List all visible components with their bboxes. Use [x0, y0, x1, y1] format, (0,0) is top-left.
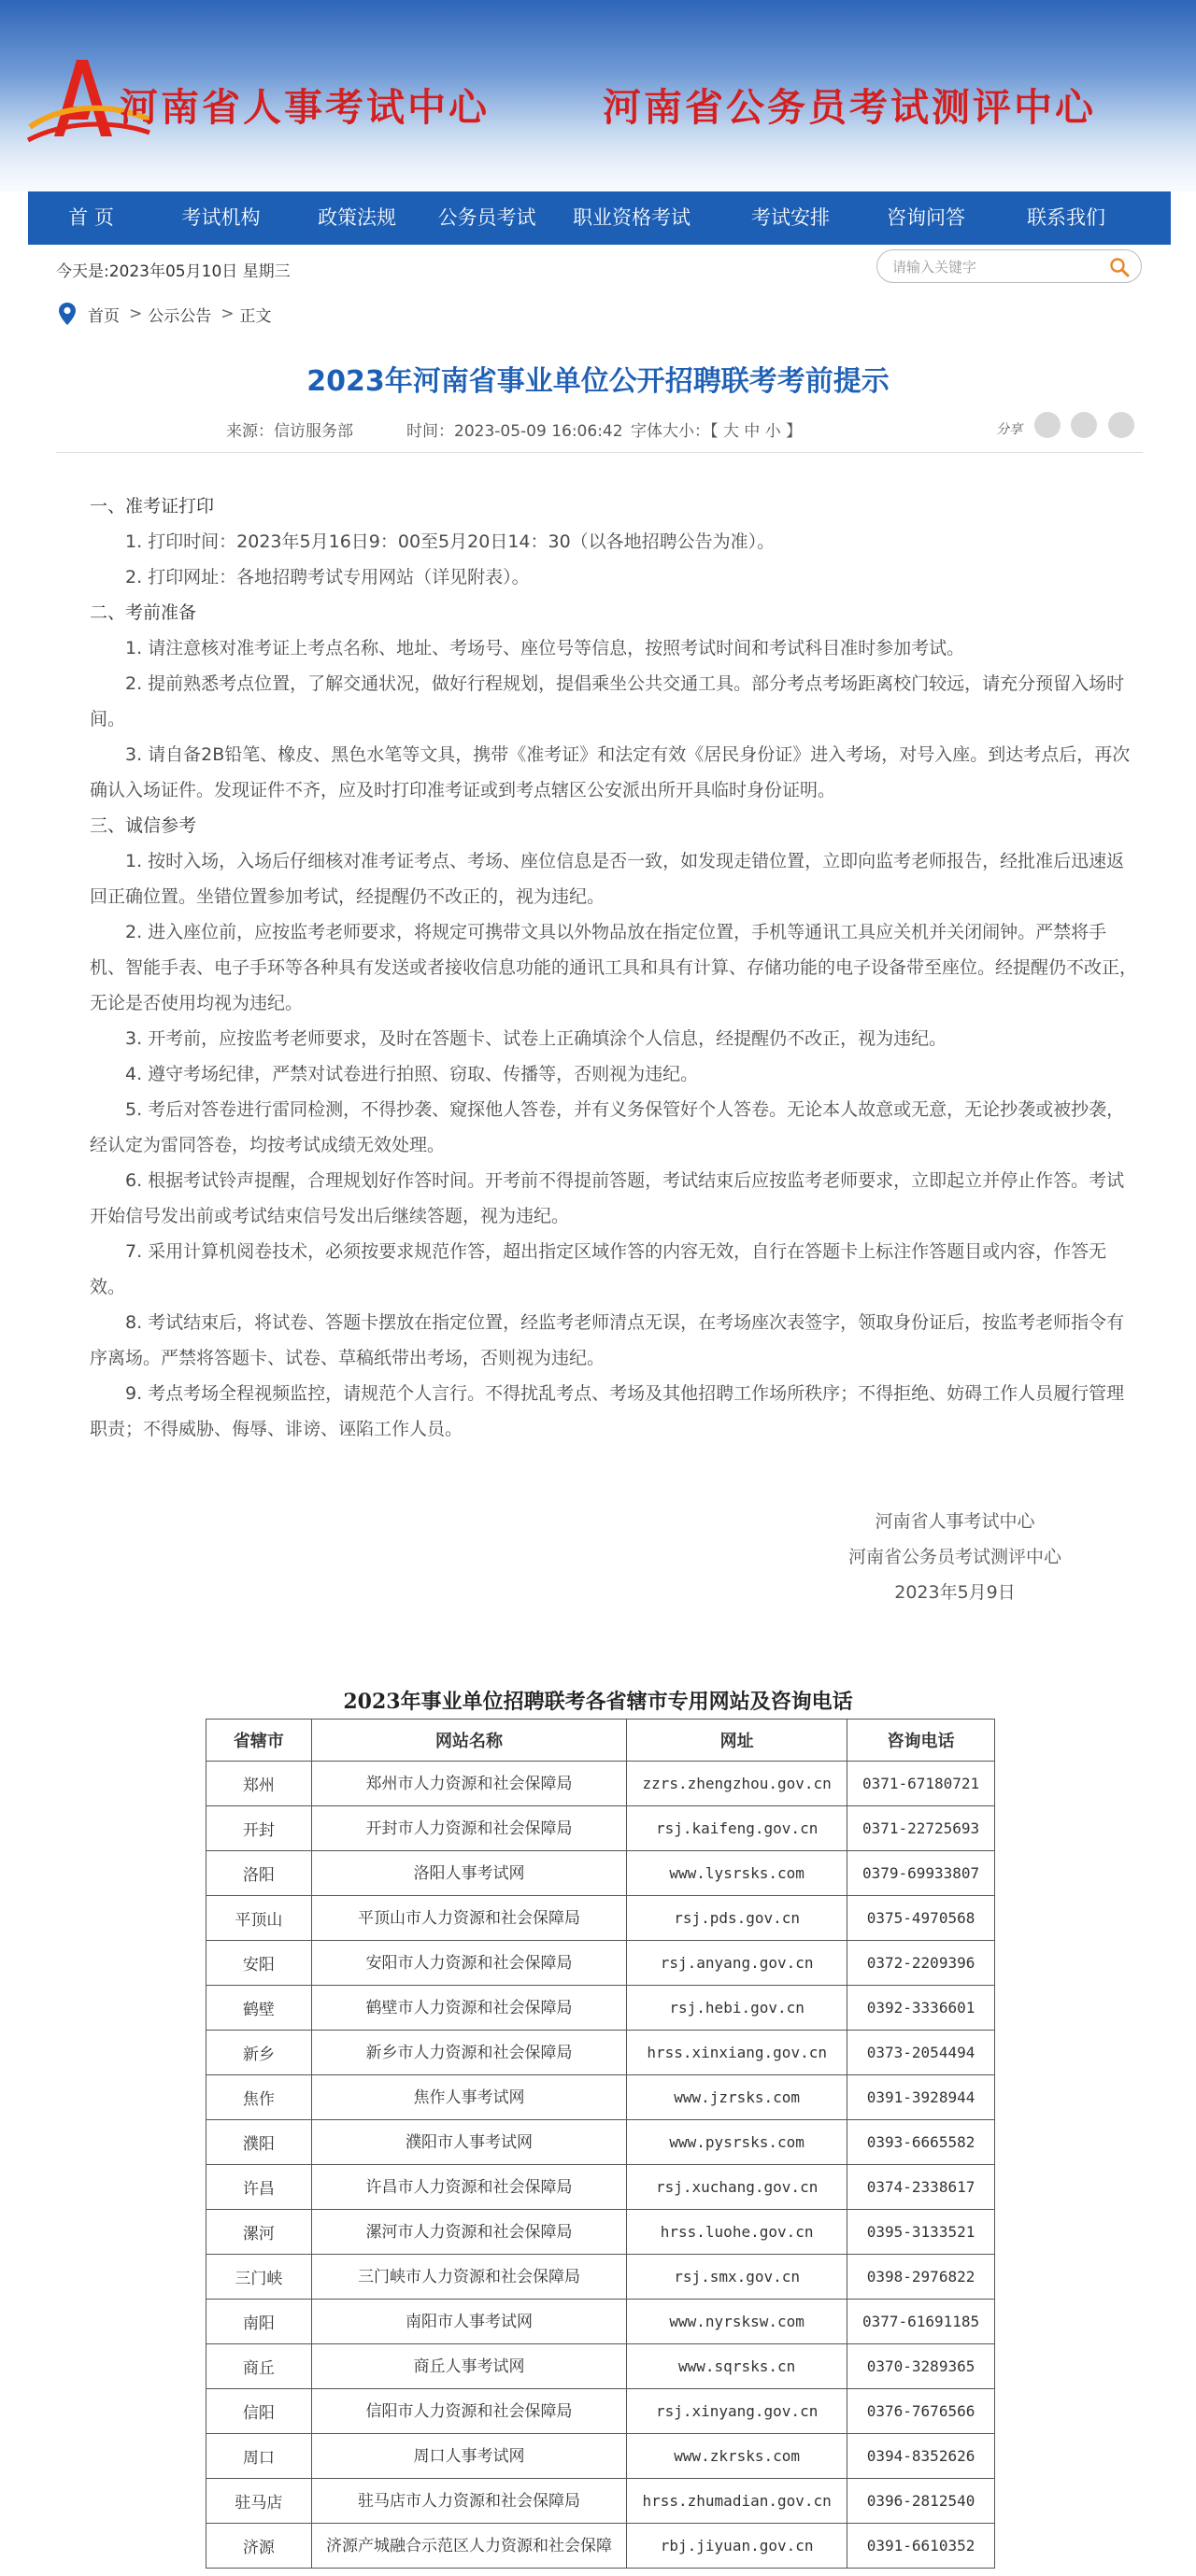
site-name-cell: 许昌市人力资源和社会保障局 [311, 2165, 626, 2210]
table-row [206, 1762, 995, 1806]
phone-cell: 0375-4970568 [847, 1896, 995, 1941]
city-cell: 信阳 [206, 2389, 312, 2434]
paragraph: 2. 进入座位前，应按监考老师要求，将规定可携带文具以外物品放在指定位置，手机等通讯工具应关机并关闭闹钟。严禁将手机、智能手表、电子手环等各种具有发送或者接收信息功能的通讯工具和具有计算、存储功能的电子设备带至座位。经提醒仍不改正，无论是否使用均视为违纪。 [90, 922, 1138, 1013]
city-cell: 漯河 [206, 2210, 312, 2255]
url-cell[interactable]: rsj.kaifeng.gov.cn [627, 1806, 847, 1851]
article-title: 2023年河南省事业单位公开招聘联考考前提示 [306, 365, 890, 398]
phone-cell: 0395-3133521 [847, 2210, 995, 2255]
url-cell[interactable]: hrss.zhumadian.gov.cn [627, 2479, 847, 2524]
city-cell: 焦作 [206, 2075, 312, 2120]
location-pin-icon [58, 302, 77, 326]
city-cell: 新乡 [206, 2031, 312, 2075]
table-row [206, 2210, 995, 2255]
table-row [206, 2524, 995, 2569]
city-cell: 商丘 [206, 2344, 312, 2389]
url-cell[interactable]: www.zkrsks.com [627, 2434, 847, 2479]
qzone-share-icon[interactable] [1108, 412, 1134, 438]
phone-cell: 0393-6665582 [847, 2120, 995, 2165]
table-row [206, 2120, 995, 2165]
breadcrumb-current: 正文 [239, 306, 272, 326]
site-name-cell: 安阳市人力资源和社会保障局 [311, 1941, 626, 1986]
table-row [206, 2300, 995, 2344]
section-heading: 三、诚信参考 [90, 815, 197, 836]
banner-skyline [0, 135, 1196, 191]
url-cell[interactable]: rsj.pds.gov.cn [627, 1896, 847, 1941]
city-cell: 许昌 [206, 2165, 312, 2210]
phone-cell: 0374-2338617 [847, 2165, 995, 2210]
site-name-cell: 鹤壁市人力资源和社会保障局 [311, 1986, 626, 2031]
article-source: 来源：信访服务部 [226, 422, 353, 441]
city-cell: 郑州 [206, 1762, 312, 1806]
url-cell[interactable]: zzrs.zhengzhou.gov.cn [627, 1762, 847, 1806]
url-cell[interactable]: rsj.anyang.gov.cn [627, 1941, 847, 1986]
phone-cell: 0379-69933807 [847, 1851, 995, 1896]
nav-home[interactable]: 首 页 [68, 206, 114, 229]
breadcrumb-separator: > [129, 304, 143, 323]
paragraph: 1. 按时入场，入场后仔细核对准考证考点、考场、座位信息是否一致，如发现走错位置，立即向监考老师报告，经批准后迅速返回正确位置。坐错位置参加考试，经提醒仍不改正的，视为违纪。 [90, 851, 1125, 907]
nav-policy[interactable]: 政策法规 [318, 206, 396, 229]
article-body [90, 488, 1141, 1447]
city-cell: 南阳 [206, 2300, 312, 2344]
city-cell: 济源 [206, 2524, 312, 2569]
phone-cell: 0372-2209396 [847, 1941, 995, 1986]
city-cell: 洛阳 [206, 1851, 312, 1896]
site-name-cell: 信阳市人力资源和社会保障局 [311, 2389, 626, 2434]
breadcrumb-notices[interactable]: 公示公告 [148, 306, 212, 326]
nav-schedule[interactable]: 考试安排 [751, 206, 830, 229]
city-cell: 开封 [206, 1806, 312, 1851]
phone-cell: 0391-6610352 [847, 2524, 995, 2569]
url-cell[interactable]: hrss.xinxiang.gov.cn [627, 2031, 847, 2075]
site-name-cell: 三门峡市人力资源和社会保障局 [311, 2255, 626, 2300]
url-cell[interactable]: rbj.jiyuan.gov.cn [627, 2524, 847, 2569]
paragraph: 8. 考试结束后，将试卷、答题卡摆放在指定位置，经监考老师清点无误，在考场座次表签字，领取身份证后，按监考老师指令有序离场。严禁将答题卡、试卷、草稿纸带出考场，否则视为违纪。 [90, 1312, 1125, 1368]
url-cell[interactable]: rsj.smx.gov.cn [627, 2255, 847, 2300]
signature [768, 1504, 1142, 1610]
paragraph: 7. 采用计算机阅卷技术，必须按要求规范作答，超出指定区域作答的内容无效，自行在答题卡上标注作答题目或内容，作答无效。 [90, 1241, 1107, 1297]
phone-cell: 0370-3289365 [847, 2344, 995, 2389]
url-cell[interactable]: rsj.xuchang.gov.cn [627, 2165, 847, 2210]
city-cell: 驻马店 [206, 2479, 312, 2524]
table-row [206, 2165, 995, 2210]
paragraph: 1. 请注意核对准考证上考点名称、地址、考场号、座位号等信息，按照考试时间和考试科目准时参加考试。 [125, 638, 965, 658]
font-size-control[interactable]: 字体大小：【 大 中 小 】 [631, 422, 803, 441]
paragraph: 3. 开考前，应按监考老师要求，及时在答题卡、试卷上正确填涂个人信息，经提醒仍不改正，视为违纪。 [125, 1028, 947, 1049]
phone-cell: 0398-2976822 [847, 2255, 995, 2300]
article-time: 时间：2023-05-09 16:06:42 [406, 422, 623, 441]
header-phone: 咨询电话 [847, 1720, 995, 1762]
site-name-cell: 郑州市人力资源和社会保障局 [311, 1762, 626, 1806]
share-label: 分享 [996, 422, 1022, 437]
site-name-cell: 南阳市人事考试网 [311, 2300, 626, 2344]
table-row [206, 2255, 995, 2300]
paragraph: 2. 提前熟悉考点位置，了解交通状况，做好行程规划，提倡乘坐公共交通工具。部分考点考场距离校门较远，请充分预留入场时间。 [90, 673, 1125, 729]
site-name-cell: 漯河市人力资源和社会保障局 [311, 2210, 626, 2255]
signature-date: 2023年5月9日 [894, 1582, 1016, 1603]
site-name-cell: 开封市人力资源和社会保障局 [311, 1806, 626, 1851]
phone-cell: 0371-67180721 [847, 1762, 995, 1806]
header-city: 省辖市 [206, 1720, 312, 1762]
header-divider [56, 452, 1143, 453]
breadcrumb [58, 302, 272, 326]
site-name-cell: 平顶山市人力资源和社会保障局 [311, 1896, 626, 1941]
header-site-name: 网站名称 [311, 1720, 626, 1762]
site-name-cell: 濮阳市人事考试网 [311, 2120, 626, 2165]
wechat-share-icon[interactable] [1034, 412, 1061, 438]
search-box [876, 249, 1142, 283]
phone-cell: 0377-61691185 [847, 2300, 995, 2344]
header-url: 网址 [627, 1720, 847, 1762]
site-title-left: 河南省人事考试中心 [120, 85, 490, 130]
site-name-cell: 新乡市人力资源和社会保障局 [311, 2031, 626, 2075]
url-cell[interactable]: www.jzrsks.com [627, 2075, 847, 2120]
city-cell: 三门峡 [206, 2255, 312, 2300]
paragraph: 1. 打印时间：2023年5月16日9：00至5月20日14：30（以各地招聘公告为准）。 [125, 531, 776, 552]
city-websites-table [206, 1719, 995, 2569]
table-title: 2023年事业单位招聘联考各省辖市专用网站及咨询电话 [343, 1690, 853, 1714]
url-cell[interactable]: rsj.hebi.gov.cn [627, 1986, 847, 2031]
url-cell[interactable]: www.sqrsks.cn [627, 2344, 847, 2389]
breadcrumb-separator: > [221, 304, 235, 323]
site-name-cell: 驻马店市人力资源和社会保障局 [311, 2479, 626, 2524]
url-cell[interactable]: rsj.xinyang.gov.cn [627, 2389, 847, 2434]
city-cell: 濮阳 [206, 2120, 312, 2165]
site-name-cell: 济源产城融合示范区人力资源和社会保障 [311, 2524, 626, 2569]
url-cell[interactable]: www.nyrsksw.com [627, 2300, 847, 2344]
city-cell: 鹤壁 [206, 1986, 312, 2031]
paragraph: 5. 考后对答卷进行雷同检测，不得抄袭、窥探他人答卷，并有义务保管好个人答卷。无论本人故意或无意，无论抄袭或被抄袭，经认定为雷同答卷，均按考试成绩无效处理。 [90, 1099, 1125, 1155]
paragraph: 4. 遵守考场纪律，严禁对试卷进行拍照、窃取、传播等，否则视为违纪。 [125, 1064, 699, 1084]
phone-cell: 0394-8352626 [847, 2434, 995, 2479]
table-row [206, 2434, 995, 2479]
phone-cell: 0373-2054494 [847, 2031, 995, 2075]
table-row [206, 2389, 995, 2434]
city-cell: 安阳 [206, 1941, 312, 1986]
url-cell[interactable]: www.lysrsks.com [627, 1851, 847, 1896]
table-row [206, 2075, 995, 2120]
search-input[interactable] [890, 255, 1100, 279]
nav-contact[interactable]: 联系我们 [1027, 206, 1105, 229]
phone-cell: 0391-3928944 [847, 2075, 995, 2120]
site-name-cell: 焦作人事考试网 [311, 2075, 626, 2120]
table-row [206, 2344, 995, 2389]
weibo-share-icon[interactable] [1071, 412, 1097, 438]
site-title-right: 河南省公务员考试测评中心 [603, 85, 1096, 130]
signature-org-1: 河南省人事考试中心 [875, 1511, 1035, 1532]
table-row [206, 2031, 995, 2075]
url-cell[interactable]: www.pysrsks.com [627, 2120, 847, 2165]
site-name-cell: 周口人事考试网 [311, 2434, 626, 2479]
paragraph: 2. 打印网址：各地招聘考试专用网站（详见附表）。 [125, 567, 530, 587]
nav-civil-service[interactable]: 公务员考试 [437, 206, 536, 229]
table-row [206, 1986, 995, 2031]
paragraph: 9. 考点考场全程视频监控，请规范个人言行。不得扰乱考点、考场及其他招聘工作场所秩序；不得拒绝、妨碍工作人员履行管理职责；不得威胁、侮辱、诽谤、诬陷工作人员。 [90, 1383, 1125, 1439]
main-nav [28, 191, 1171, 245]
city-cell: 周口 [206, 2434, 312, 2479]
site-banner [0, 0, 1196, 191]
phone-cell: 0371-22725693 [847, 1806, 995, 1851]
section-heading: 二、考前准备 [90, 602, 197, 623]
nav-vocational[interactable]: 职业资格考试 [573, 206, 691, 229]
phone-cell: 0396-2812540 [847, 2479, 995, 2524]
url-cell[interactable]: hrss.luohe.gov.cn [627, 2210, 847, 2255]
table-row [206, 1896, 995, 1941]
paragraph: 6. 根据考试铃声提醒，合理规划好作答时间。开考前不得提前答题，考试结束后应按监考老师要求，立即起立并停止作答。考试开始信号发出前或考试结束信号发出后继续答题，视为违纪。 [90, 1170, 1125, 1226]
city-cell: 平顶山 [206, 1896, 312, 1941]
table-row [206, 2479, 995, 2524]
signature-org-2: 河南省公务员考试测评中心 [847, 1547, 1061, 1567]
nav-exam-agency[interactable]: 考试机构 [181, 206, 261, 229]
table-row [206, 1941, 995, 1986]
table-header-row [206, 1720, 995, 1762]
site-name-cell: 商丘人事考试网 [311, 2344, 626, 2389]
breadcrumb-home[interactable]: 首页 [88, 306, 120, 326]
phone-cell: 0376-7676566 [847, 2389, 995, 2434]
section-heading: 一、准考证打印 [90, 496, 215, 517]
site-name-cell: 洛阳人事考试网 [311, 1851, 626, 1896]
current-date: 今天是:2023年05月10日 星期三 [56, 262, 291, 281]
nav-faq[interactable]: 咨询问答 [887, 206, 965, 229]
phone-cell: 0392-3336601 [847, 1986, 995, 2031]
table-row [206, 1806, 995, 1851]
table-row [206, 1851, 995, 1896]
paragraph: 3. 请自备2B铅笔、橡皮、黑色水笔等文具，携带《准考证》和法定有效《居民身份证》进入考场，对号入座。到达考点后，再次确认入场证件。发现证件不齐，应及时打印准考证或到考点辖区公安派出所开具临时身份证明。 [90, 744, 1131, 800]
search-icon[interactable] [1109, 257, 1130, 277]
